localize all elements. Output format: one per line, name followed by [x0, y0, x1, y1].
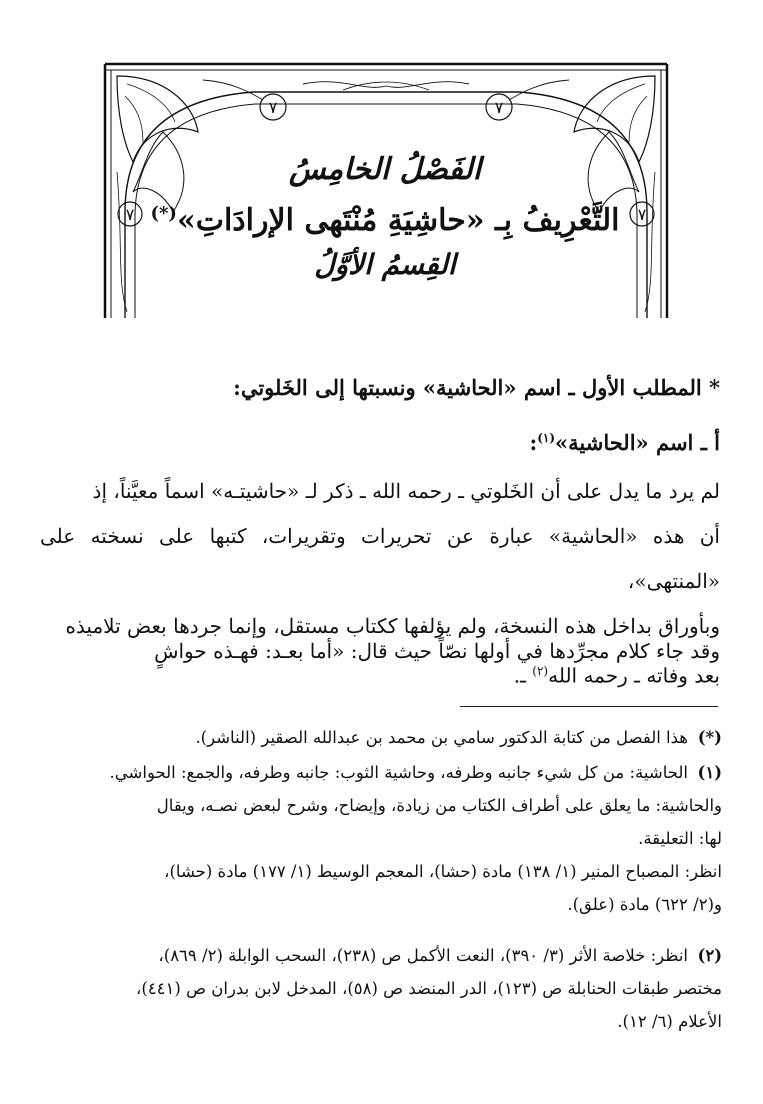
footnote-line: و(٢/ ٦٢٢) مادة (علق). [567, 895, 722, 914]
footnote-divider [460, 706, 718, 707]
chapter-title-block [150, 150, 620, 285]
footnote-1 [40, 756, 722, 921]
footnote-number: (٢) [697, 946, 722, 965]
section-heading-2 [40, 423, 720, 458]
chapter-subtitle [150, 190, 620, 245]
footnote-number: (*) [697, 728, 722, 747]
line4-text: بعد وفاته ـ رحمه الله [548, 663, 720, 688]
heading2-text: أ ـ اسم «الحاشية» [555, 430, 720, 455]
footnote-line: مختصر طبقات الحنابلة ص (١٢٣)، الدر المنضد ص (٥٨)، المدخل لابن بدران ص (٤٤١)، [136, 979, 722, 998]
footnote-line: الأعلام (٦/ ١٢). [617, 1012, 722, 1031]
footnote-ref-1: (١) [537, 431, 556, 445]
svg-text:٧: ٧ [268, 98, 278, 117]
footnote-line: انظر: خلاصة الأثر (٣/ ٣٩٠)، النعت الأكمل ص (٢٣٨)، السحب الوابلة (٢/ ٨٦٩)، [158, 946, 688, 965]
footnote-line: لها: التعليقة. [638, 829, 722, 848]
footnote-star [40, 721, 722, 754]
footnote-number: (١) [697, 763, 722, 782]
footnote-2 [40, 939, 722, 1038]
subtitle-footnote-mark: (*) [150, 203, 177, 224]
paragraph-line: أن هذه «الحاشية» عبارة عن تحريرات وتقريرات، كتبها على نسخته على «المنتهى»، [40, 524, 720, 593]
footnote-line: هذا الفصل من كتابة الدكتور سامي بن محمد بن عبدالله الصقير (الناشر). [195, 728, 688, 747]
footnote-line: انظر: المصباح المنير (١/ ١٣٨) مادة (حشا)، المعجم الوسيط (١/ ١٧٧) مادة (حشا)، [164, 862, 722, 881]
svg-text:٧: ٧ [637, 205, 647, 224]
line4-tail: ـ. [513, 663, 533, 688]
subtitle-text: التَّعْرِيفُ بِـ «حاشِيَةِ مُنْتَهى الإرادَاتِ» [176, 203, 620, 238]
paragraph-line: وبأوراق بداخل هذه النسخة، ولم يؤلفها ككتاب مستقل، وإنما جردها بعض تلاميذه [65, 614, 720, 638]
chapter-title: الفَصْلُ الخامِسُ [288, 152, 482, 187]
svg-text:٧: ٧ [125, 205, 135, 224]
footnote-line: الحاشية: من كل شيء جانبه وطرفه، وحاشية الثوب: جانبه وطرفه، والجمع: الحواشي. [109, 763, 688, 782]
svg-text:٧: ٧ [494, 98, 504, 117]
section-title: القِسمُ الأوَّلُ [314, 248, 456, 281]
paragraph-line: لم يرد ما يدل على أن الخَلوتي ـ رحمه الله ـ ذكر لـ «حاشيتـه» اسماً معيَّناً، إذ [92, 479, 720, 503]
footnote-ref-2: (٢) [532, 664, 549, 678]
paragraph-2: وقد جاء كلام مجرِّدها في أولها نصّاً حيث قال: «أما بعـد: فهـذه حواشٍ [154, 639, 720, 663]
section-heading-1: * المطلب الأول ـ اسم «الحاشية» ونسبتها إلى الخَلوتي: [233, 375, 720, 400]
heading2-colon: : [529, 430, 538, 455]
footnote-line: والحاشية: ما يعلق على أطراف الكتاب من زيادة، وإيضاح، وشرح لبعض نصـه، ويقال [156, 796, 722, 815]
